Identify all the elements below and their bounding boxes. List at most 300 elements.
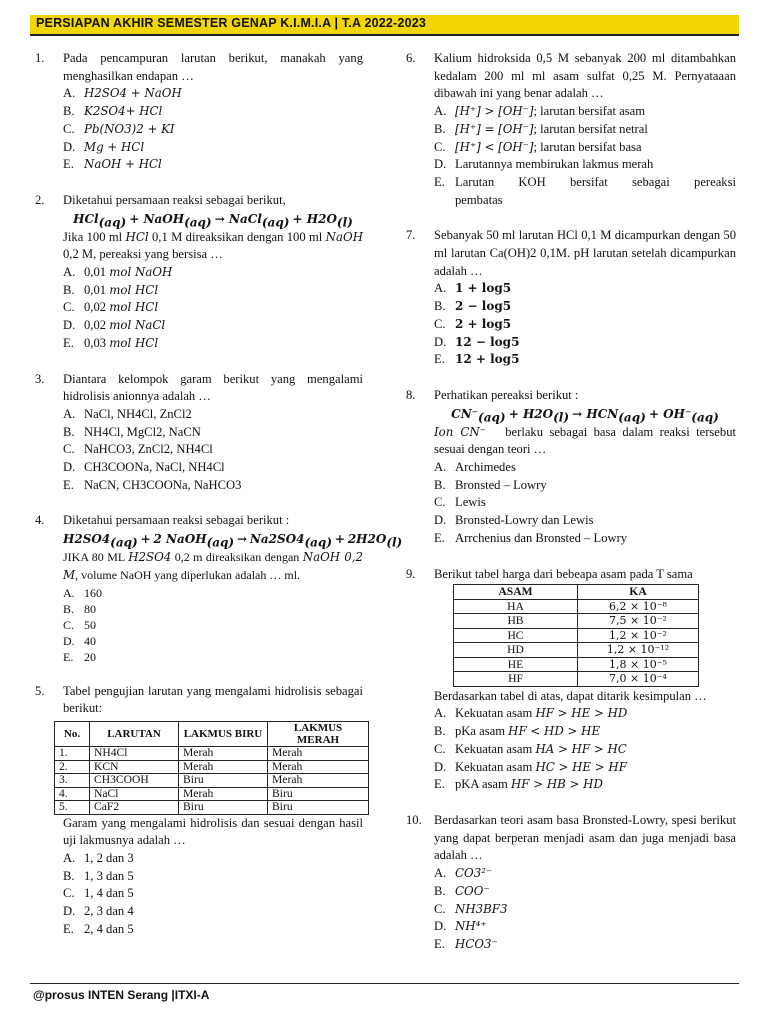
table-cell: CaF2 xyxy=(90,801,179,815)
table-cell: 1,8 × 10⁻⁵ xyxy=(578,657,699,672)
table-cell: 2. xyxy=(55,760,90,774)
option-e[interactable] xyxy=(434,351,736,369)
eq-phase: (aq) xyxy=(184,215,212,230)
table-cell: HE xyxy=(454,657,578,672)
option-letter: C. xyxy=(434,901,446,916)
body-formula: NaOH xyxy=(325,229,363,244)
option-text: 2, 3 dan 4 xyxy=(84,904,134,919)
option-a[interactable] xyxy=(63,585,363,601)
question-number: 2. xyxy=(35,192,45,207)
option-text: 1 + log5 xyxy=(455,281,512,296)
acid-ka-table xyxy=(453,584,699,687)
option-b[interactable] xyxy=(63,868,363,886)
option-text: 50 xyxy=(84,617,96,632)
option-e[interactable] xyxy=(434,936,736,954)
option-letter: A. xyxy=(434,460,447,475)
option-text: ; larutan bersifat asam xyxy=(533,104,646,119)
option-text: mol NaOH xyxy=(109,265,173,280)
option-number: 0,01 xyxy=(84,265,107,280)
question-10 xyxy=(406,812,736,954)
option-number: 0,03 xyxy=(84,335,107,350)
table-cell: HC xyxy=(454,628,578,643)
option-letter: C. xyxy=(434,741,446,756)
option-a[interactable] xyxy=(63,406,363,424)
question-number: 5. xyxy=(35,683,45,698)
table-row xyxy=(55,787,369,801)
option-c[interactable] xyxy=(63,885,363,903)
eq-phase: (l) xyxy=(386,535,403,550)
option-d[interactable] xyxy=(63,139,363,157)
option-b[interactable] xyxy=(434,723,736,741)
table-row xyxy=(454,614,699,629)
reaction-equation: $H2SO4_{(aq)} + 2$ NaOH$_{(aq)}$ → $Na2SO4_{(aq)} + 2H2O_{(l)}$ xyxy=(63,532,403,550)
question-text: Diketahui persamaan reaksi sebagai berikut, xyxy=(63,192,286,207)
option-c[interactable] xyxy=(63,617,363,633)
eq-phase: (l) xyxy=(336,215,353,230)
body-part: berlaku sebagai basa dalam reaksi tersebut sesuai dengan teori … xyxy=(434,424,736,457)
eq-product-2: OH⁻ xyxy=(663,406,692,421)
table-cell: 6,2 × 10⁻⁸ xyxy=(578,599,699,614)
option-letter: E. xyxy=(434,777,445,792)
arrow-icon: → xyxy=(572,406,587,421)
reaction-equation: $CN^-_{(aq)} + H2O_{(l)} \to HCN_{(aq)} + OH^-_{(aq)}$ xyxy=(451,406,719,425)
body-part: 0,1 M direaksikan dengan 100 ml xyxy=(152,229,323,244)
footer-divider xyxy=(30,983,739,984)
option-text: Lewis xyxy=(455,495,486,510)
option-list xyxy=(63,85,363,174)
option-text: mol HCl xyxy=(109,300,159,315)
option-b[interactable] xyxy=(63,424,363,442)
eq-reactant-2: H2O xyxy=(522,406,554,421)
option-b[interactable] xyxy=(434,883,736,901)
question-5 xyxy=(35,683,363,939)
option-text: 2 + log5 xyxy=(455,316,512,331)
option-c[interactable] xyxy=(434,139,736,157)
question-number: 3. xyxy=(35,371,45,386)
option-text: 80 xyxy=(84,601,96,616)
table-header: LAKMUS MERAH xyxy=(268,722,369,747)
table-cell: 7,5 × 10⁻² xyxy=(578,614,699,629)
footer-text: @prosus INTEN Serang |ITXI-A xyxy=(33,988,210,1002)
eq-reactant-2: 2 NaOH xyxy=(153,532,207,547)
option-letter: A. xyxy=(63,850,76,865)
option-letter: D. xyxy=(434,513,447,528)
question-number: 1. xyxy=(35,51,45,65)
option-c[interactable] xyxy=(434,901,736,919)
option-text: 12 − log5 xyxy=(455,334,520,349)
eq-product-1: HCN xyxy=(586,406,619,421)
option-letter: A. xyxy=(63,406,76,421)
eq-reactant-1: CN⁻ xyxy=(451,406,479,421)
table-cell: 4. xyxy=(55,787,90,801)
option-letter: D. xyxy=(63,139,76,154)
litmus-table xyxy=(54,721,369,815)
eq-phase: (aq) xyxy=(261,215,290,230)
table-cell: 5. xyxy=(55,801,90,815)
option-letter: A. xyxy=(63,86,76,101)
question-number: 10. xyxy=(406,813,422,827)
eq-reactant-1: HCl xyxy=(73,211,99,226)
option-letter: D. xyxy=(434,334,447,349)
option-formula: [H⁺] > [OH⁻] xyxy=(455,104,534,119)
option-text: H2SO4 + NaOH xyxy=(84,86,182,101)
option-text: CO3²⁻ xyxy=(455,866,493,881)
option-d[interactable] xyxy=(63,317,363,335)
body-formula: HCl xyxy=(125,229,149,244)
question-6 xyxy=(406,50,736,209)
option-letter: E. xyxy=(63,477,74,492)
table-cell: Merah xyxy=(268,774,369,788)
option-letter: B. xyxy=(434,121,446,136)
table-cell: Biru xyxy=(179,801,268,815)
eq-product-1: Na2SO4 xyxy=(249,532,305,547)
option-formula: [H⁺] < [OH⁻] xyxy=(455,139,534,154)
body-part: JIKA 80 ML xyxy=(63,550,125,565)
table-cell: Merah xyxy=(268,760,369,774)
question-text: Tabel pengujian larutan yang mengalami hidrolisis sebagai berikut: xyxy=(63,683,363,716)
table-row xyxy=(55,774,369,788)
option-letter: D. xyxy=(63,904,76,919)
body-formula: Ion CN⁻ xyxy=(434,424,486,439)
table-cell: Merah xyxy=(268,747,369,761)
option-letter: C. xyxy=(63,442,75,457)
table-cell: Merah xyxy=(179,787,268,801)
body-part: 0,2 m direaksikan dengan xyxy=(174,550,300,565)
question-text: Perhatikan pereaksi berikut : xyxy=(434,387,579,402)
option-letter: D. xyxy=(434,157,447,172)
option-letter: E. xyxy=(434,174,445,189)
option-number: 0,02 xyxy=(84,318,107,333)
table-cell: Merah xyxy=(179,760,268,774)
option-text: NaCl, NH4Cl, ZnCl2 xyxy=(84,406,192,421)
option-e[interactable] xyxy=(63,477,363,495)
option-formula: HC > HE > HF xyxy=(535,759,627,774)
option-formula: [H⁺] = [OH⁻] xyxy=(455,121,534,136)
option-text: Mg + HCl xyxy=(84,139,145,154)
option-letter: A. xyxy=(434,706,447,721)
option-letter: B. xyxy=(63,868,75,883)
option-e[interactable] xyxy=(434,530,736,548)
option-b[interactable] xyxy=(434,477,736,495)
option-text: Bronsted-Lowry dan Lewis xyxy=(455,513,594,528)
option-e[interactable] xyxy=(434,776,736,794)
option-letter: E. xyxy=(63,157,74,172)
option-text: NaOH + HCl xyxy=(84,157,162,172)
option-list xyxy=(434,865,736,954)
option-e[interactable] xyxy=(63,335,363,353)
table-cell: HD xyxy=(454,643,578,658)
arrow-icon: → xyxy=(214,211,229,226)
option-text: HCO3⁻ xyxy=(455,936,498,951)
header-title: PERSIAPAN AKHIR SEMESTER GENAP K.I.M.I.A | T.A 2022-2023 xyxy=(36,16,427,30)
table-row xyxy=(454,657,699,672)
question-text: Diketahui persamaan reaksi sebagai berikut : xyxy=(63,513,290,528)
table-row xyxy=(454,628,699,643)
option-letter: D. xyxy=(63,460,76,475)
option-text: ; larutan bersifat netral xyxy=(533,121,648,136)
option-letter: A. xyxy=(434,281,447,296)
option-letter: B. xyxy=(434,477,446,492)
option-number: 0,01 xyxy=(84,282,107,297)
option-text: mol HCl xyxy=(109,335,159,350)
option-letter: C. xyxy=(434,316,446,331)
table-header: No. xyxy=(55,722,90,747)
option-text: 160 xyxy=(84,585,102,600)
option-b[interactable] xyxy=(434,298,736,316)
option-letter: B. xyxy=(434,724,446,739)
option-letter: D. xyxy=(434,759,447,774)
option-c[interactable] xyxy=(63,441,363,459)
eq-phase: (aq) xyxy=(618,410,646,425)
table-row xyxy=(454,672,699,687)
option-list xyxy=(434,705,736,794)
table-cell: 7,0 × 10⁻⁴ xyxy=(578,672,699,687)
table-cell: NaCl xyxy=(90,787,179,801)
option-a[interactable] xyxy=(434,280,736,298)
option-text: 1, 4 dan 5 xyxy=(84,886,134,901)
table-cell: 1. xyxy=(55,747,90,761)
eq-reactant-2: NaOH xyxy=(143,211,185,226)
option-list xyxy=(63,850,363,939)
option-list xyxy=(434,459,736,548)
option-c[interactable] xyxy=(434,316,736,334)
option-a[interactable] xyxy=(434,103,736,121)
eq-product-1: NaCl xyxy=(229,211,262,226)
option-letter: E. xyxy=(434,530,445,545)
option-text: mol HCl xyxy=(109,282,159,297)
table-header: LAKMUS BIRU xyxy=(179,722,268,747)
option-number: 0,02 xyxy=(84,300,107,315)
option-d[interactable] xyxy=(63,633,363,649)
option-c[interactable] xyxy=(434,494,736,512)
question-number: 7. xyxy=(406,228,416,243)
option-text: mol NaCl xyxy=(109,318,166,333)
option-text: Bronsted – Lowry xyxy=(455,477,547,492)
question-text: Pada pencampuran larutan berikut, manakah yang menghasilkan endapan … xyxy=(63,51,363,83)
option-d[interactable] xyxy=(434,156,736,174)
table-header: ASAM xyxy=(454,585,578,600)
option-letter: E. xyxy=(434,936,445,951)
option-letter: C. xyxy=(434,495,446,510)
option-letter: C. xyxy=(63,300,75,315)
option-text: NaHCO3, ZnCl2, NH4Cl xyxy=(84,442,213,457)
eq-product-2: 2H2O xyxy=(347,532,387,547)
option-letter: A. xyxy=(434,866,447,881)
question-body xyxy=(434,424,736,459)
table-cell: CH3COOH xyxy=(90,774,179,788)
table-cell: HB xyxy=(454,614,578,629)
table-cell: 3. xyxy=(55,774,90,788)
arrow-icon: → xyxy=(236,532,248,547)
option-letter: D. xyxy=(63,318,76,333)
option-text: 12 + log5 xyxy=(455,352,520,367)
question-text: Berikut tabel harga dari bebeapa asam pada T sama xyxy=(434,566,693,581)
option-d[interactable] xyxy=(434,759,736,777)
option-letter: E. xyxy=(63,335,74,350)
option-text: NH4Cl, MgCl2, NaCN xyxy=(84,424,201,439)
option-e[interactable] xyxy=(63,156,363,174)
option-e[interactable] xyxy=(434,174,736,209)
table-cell: HF xyxy=(454,672,578,687)
eq-phase: (aq) xyxy=(110,535,138,550)
option-list xyxy=(434,103,736,209)
question-text: Diantara kelompok garam berikut yang mengalami hidrolisis anionnya adalah … xyxy=(63,371,363,404)
question-text: Berdasarkan teori asam basa Bronsted-Lowry, spesi berikut yang dapat berperan menjadi asam dan juga menjadi basa adalah … xyxy=(434,813,736,863)
option-d[interactable] xyxy=(434,918,736,936)
eq-phase: (aq) xyxy=(304,535,332,550)
option-letter: B. xyxy=(434,299,446,314)
table-header-row xyxy=(454,585,699,600)
option-text: Kekuatan asam xyxy=(455,759,533,774)
option-text: Pb(NO3)2 + KI xyxy=(84,121,175,136)
option-text: NH⁴⁺ xyxy=(455,919,487,934)
option-e[interactable] xyxy=(63,921,363,939)
option-formula: HA > HF > HC xyxy=(535,741,627,756)
table-header-row xyxy=(55,722,369,747)
option-letter: D. xyxy=(63,634,75,649)
table-cell: NH4Cl xyxy=(90,747,179,761)
table-cell: KCN xyxy=(90,760,179,774)
option-d[interactable] xyxy=(434,512,736,530)
option-text: Larutan KOH bersifat sebagai pereaksi pembatas xyxy=(455,174,736,207)
option-formula: HF < HD > HE xyxy=(508,724,601,739)
option-list xyxy=(63,264,363,353)
question-text: Sebanyak 50 ml larutan HCl 0,1 M dicampurkan dengan 50 ml larutan Ca(OH)2 0,1M. pH larutan setelah dicampurkan adalah … xyxy=(434,228,736,278)
table-cell: Biru xyxy=(268,787,369,801)
option-a[interactable] xyxy=(434,865,736,883)
eq-phase: (aq) xyxy=(206,535,235,550)
option-text: 2, 4 dan 5 xyxy=(84,921,134,936)
body-part: , volume NaOH yang diperlukan adalah … ml. xyxy=(75,567,301,582)
option-letter: A. xyxy=(434,104,447,119)
option-list xyxy=(63,406,363,495)
question-2 xyxy=(35,192,363,353)
table-cell: HA xyxy=(454,599,578,614)
option-letter: A. xyxy=(63,585,75,600)
option-letter: C. xyxy=(63,617,75,632)
option-c[interactable] xyxy=(434,741,736,759)
option-text: 2 − log5 xyxy=(455,299,512,314)
option-text: ; larutan bersifat basa xyxy=(533,139,642,154)
question-7 xyxy=(406,227,736,369)
option-list xyxy=(434,280,736,369)
question-number: 9. xyxy=(406,566,416,581)
option-letter: C. xyxy=(63,121,75,136)
option-text: COO⁻ xyxy=(455,883,490,898)
eq-phase: (l) xyxy=(553,410,569,425)
reaction-equation: HCl$_{(aq)}$ + NaOH$_{(aq)}$ → NaCl$_{(aq)}$ + $H2O_{(l)}$ xyxy=(73,211,353,230)
option-b[interactable] xyxy=(434,121,736,139)
table-row xyxy=(55,760,369,774)
option-letter: B. xyxy=(63,601,75,616)
option-a[interactable] xyxy=(434,459,736,477)
question-3 xyxy=(35,371,363,495)
table-row xyxy=(55,801,369,815)
option-letter: E. xyxy=(434,352,445,367)
option-letter: C. xyxy=(63,886,75,901)
body-formula: H2SO4 xyxy=(128,550,172,565)
option-text: 40 xyxy=(84,634,96,649)
option-text: 1, 2 dan 3 xyxy=(84,850,134,865)
option-letter: B. xyxy=(63,104,75,119)
option-text: pKA asam xyxy=(455,777,508,792)
option-letter: B. xyxy=(434,883,446,898)
question-text: Kalium hidroksida 0,5 M sebanyak 200 ml ditambahkan kedalam 200 ml ml asam sulfat 0,25 M. Pernyataaan dibawah ini yang benar adalah … xyxy=(434,51,736,101)
question-body xyxy=(63,549,363,584)
option-formula: HF > HB > HD xyxy=(510,777,603,792)
question-body xyxy=(63,229,363,264)
option-c[interactable] xyxy=(63,121,363,139)
question-4 xyxy=(35,512,403,665)
option-a[interactable] xyxy=(63,85,363,103)
header-bar xyxy=(30,15,739,36)
question-number: 8. xyxy=(406,387,416,402)
option-d[interactable] xyxy=(434,334,736,352)
option-c[interactable] xyxy=(63,299,363,317)
question-body: Garam yang mengalami hidrolisis dan sesuai dengan hasil uji lakmusnya adalah … xyxy=(63,815,363,848)
table-row xyxy=(454,643,699,658)
option-letter: E. xyxy=(63,921,74,936)
right-column xyxy=(406,50,736,954)
option-letter: E. xyxy=(63,650,74,665)
option-b[interactable] xyxy=(63,282,363,300)
option-text: Kekuatan asam xyxy=(455,741,533,756)
option-letter: C. xyxy=(434,139,446,154)
eq-phase: (aq) xyxy=(478,410,506,425)
body-part: 0,2 M, pereaksi yang bersisa … xyxy=(63,247,223,262)
table-row xyxy=(454,599,699,614)
option-d[interactable] xyxy=(63,459,363,477)
eq-phase: (aq) xyxy=(98,215,127,230)
option-text: Archimedes xyxy=(455,460,516,475)
option-d[interactable] xyxy=(63,903,363,921)
option-letter: B. xyxy=(63,282,75,297)
left-column xyxy=(35,50,403,938)
option-e[interactable] xyxy=(63,649,363,665)
table-header: KA xyxy=(578,585,699,600)
question-9 xyxy=(406,566,736,794)
option-b[interactable] xyxy=(63,103,363,121)
option-text: pKa asam xyxy=(455,724,506,739)
option-b[interactable] xyxy=(63,601,363,617)
table-header: LARUTAN xyxy=(90,722,179,747)
eq-phase: (aq) xyxy=(691,410,719,425)
option-letter: B. xyxy=(63,424,75,439)
question-8 xyxy=(406,387,736,548)
option-letter: D. xyxy=(434,919,447,934)
option-list xyxy=(63,585,363,666)
option-text: 20 xyxy=(84,650,96,665)
body-formula: NaOH 0,2 M xyxy=(63,550,364,582)
table-cell: Biru xyxy=(179,774,268,788)
table-cell: 1,2 × 10⁻² xyxy=(578,628,699,643)
question-number: 4. xyxy=(35,513,45,528)
table-cell: Biru xyxy=(268,801,369,815)
table-cell: Merah xyxy=(179,747,268,761)
table-cell: 1,2 × 10⁻¹² xyxy=(578,643,699,658)
option-a[interactable] xyxy=(434,705,736,723)
option-text: CH3COONa, NaCl, NH4Cl xyxy=(84,460,225,475)
eq-product-2: H2O xyxy=(306,211,337,226)
option-a[interactable] xyxy=(63,264,363,282)
option-text: NH3BF3 xyxy=(455,901,508,916)
option-text: K2SO4+ HCl xyxy=(84,104,163,119)
question-body: Berdasarkan tabel di atas, dapat ditarik kesimpulan … xyxy=(434,688,707,703)
option-text: Arrchenius dan Bronsted – Lowry xyxy=(455,530,628,545)
option-text: Larutannya membirukan lakmus merah xyxy=(455,157,654,172)
option-a[interactable] xyxy=(63,850,363,868)
option-text: Kekuatan asam xyxy=(455,706,533,721)
